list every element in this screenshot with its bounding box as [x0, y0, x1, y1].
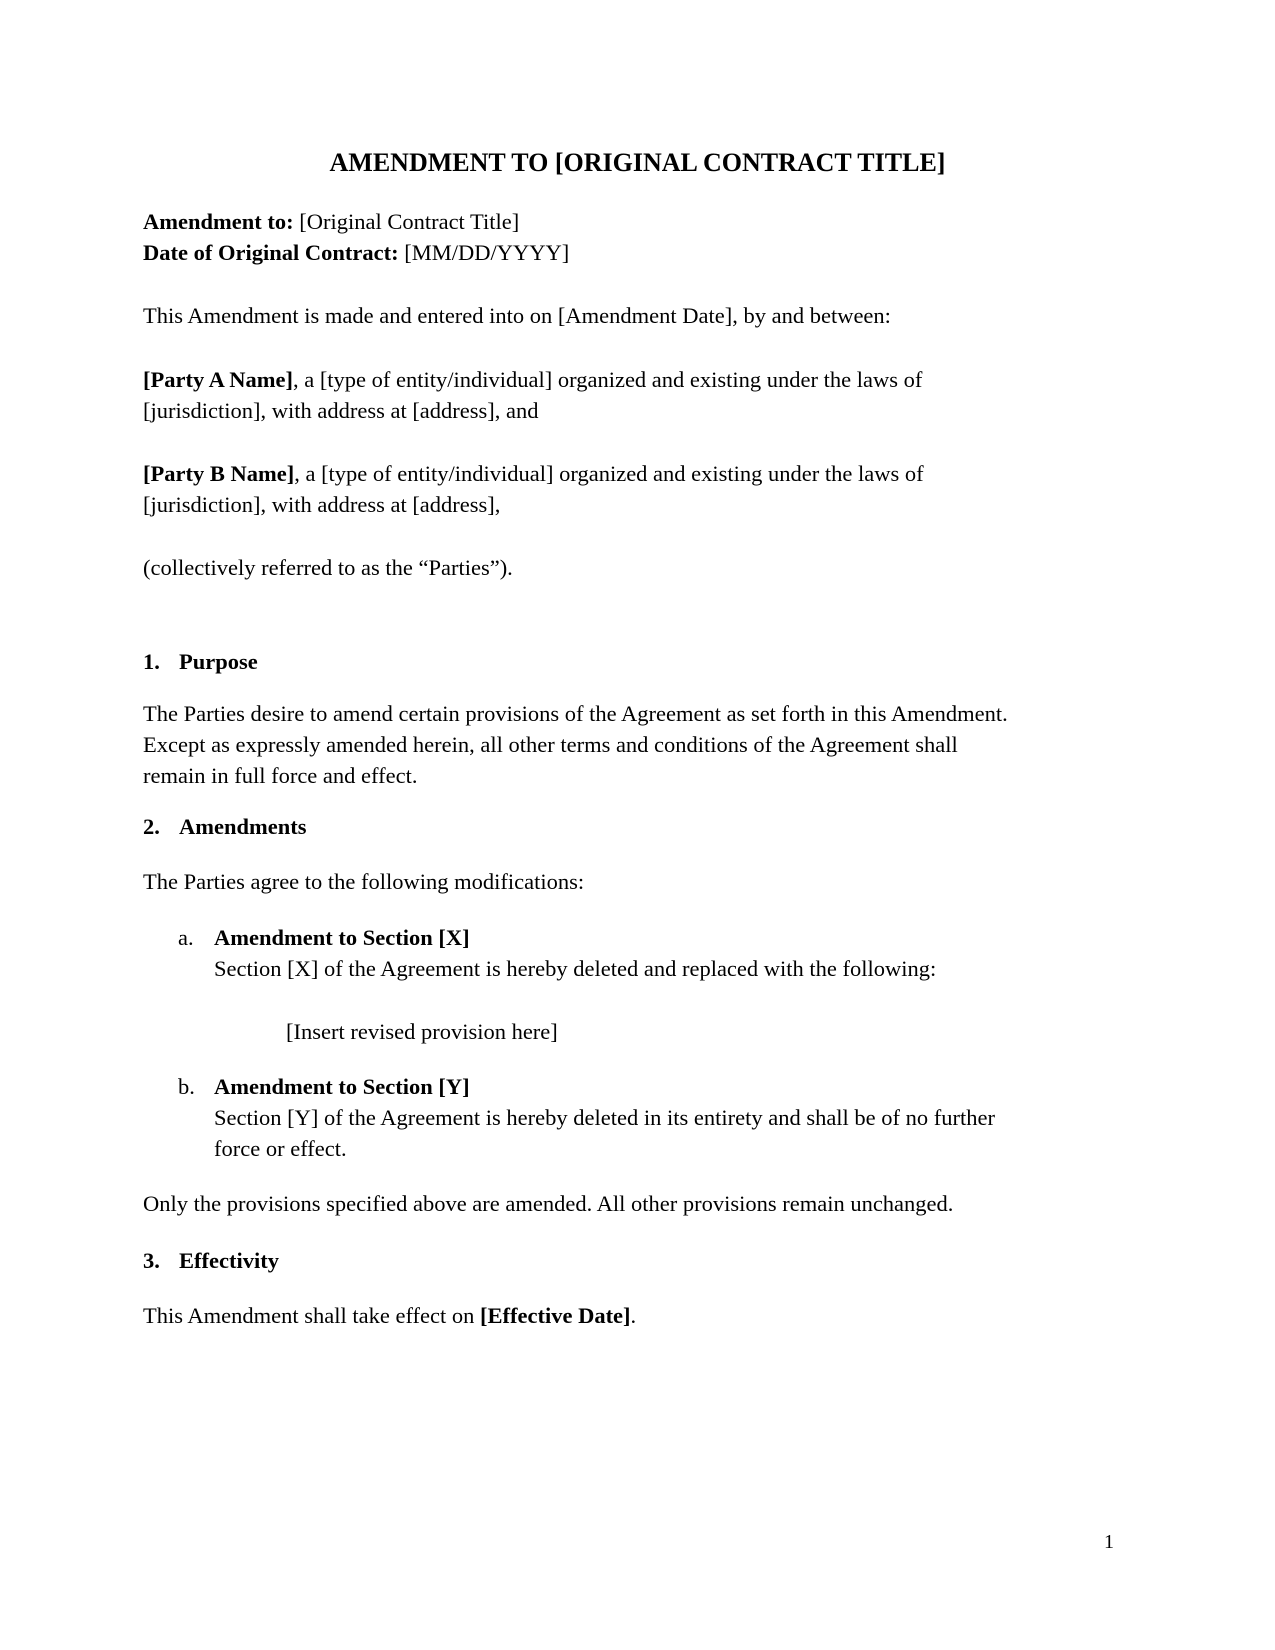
- page-number: 1: [1104, 1531, 1114, 1553]
- effective-text-before: This Amendment shall take effect on: [143, 1303, 480, 1328]
- section-2-number: 2.: [143, 814, 160, 839]
- original-contract-date-value: [MM/DD/YYYY]: [398, 240, 570, 265]
- original-contract-date-field: [143, 237, 569, 269]
- section-1-line-1: The Parties desire to amend certain provisions of the Agreement as set forth in this Amendment.: [143, 701, 1008, 726]
- section-2-closing: Only the provisions specified above are amended. All other provisions remain unchanged.: [143, 1191, 954, 1216]
- section-3-number: 3.: [143, 1248, 160, 1273]
- section-1-line-3: remain in full force and effect.: [143, 763, 418, 788]
- party-b-line-1: [143, 458, 924, 490]
- amendment-to-field: [143, 206, 519, 238]
- item-a-heading: Amendment to Section [X]: [214, 925, 470, 950]
- party-b-description: , a [type of entity/individual] organized and existing under the laws of: [294, 461, 924, 486]
- section-1-number: 1.: [143, 649, 160, 674]
- party-a-name: [Party A Name]: [143, 367, 293, 392]
- amendment-to-value: [Original Contract Title]: [293, 209, 520, 234]
- section-3-text: [143, 1300, 636, 1332]
- intro-paragraph: This Amendment is made and entered into on [Amendment Date], by and between:: [143, 303, 891, 328]
- party-a-line-2: [jurisdiction], with address at [address], and: [143, 398, 539, 423]
- item-b-line-1: Section [Y] of the Agreement is hereby deleted in its entirety and shall be of no further: [214, 1105, 996, 1130]
- party-a-line-1: [143, 364, 922, 396]
- section-1-heading: Purpose: [179, 649, 258, 674]
- collective-reference: (collectively referred to as the “Parties”).: [143, 555, 513, 580]
- item-a-line-1: Section [X] of the Agreement is hereby deleted and replaced with the following:: [214, 956, 937, 981]
- party-a-description: , a [type of entity/individual] organized and existing under the laws of: [292, 367, 923, 392]
- effective-date: [Effective Date]: [480, 1303, 631, 1328]
- amendment-to-label: Amendment to:: [143, 209, 294, 234]
- item-b-line-2: force or effect.: [214, 1136, 347, 1161]
- item-a-marker: a.: [178, 925, 194, 950]
- party-b-name: [Party B Name]: [143, 461, 295, 486]
- item-a-insert-placeholder: [Insert revised provision here]: [286, 1019, 558, 1044]
- section-3-heading: Effectivity: [179, 1248, 279, 1273]
- party-b-line-2: [jurisdiction], with address at [address],: [143, 492, 501, 517]
- section-2-heading: Amendments: [179, 814, 307, 839]
- original-contract-date-label: Date of Original Contract:: [143, 240, 399, 265]
- section-1-line-2: Except as expressly amended herein, all other terms and conditions of the Agreement shall: [143, 732, 958, 757]
- effective-text-after: .: [630, 1303, 637, 1328]
- item-b-heading: Amendment to Section [Y]: [214, 1074, 470, 1099]
- item-b-marker: b.: [178, 1074, 195, 1099]
- section-2-intro: The Parties agree to the following modifications:: [143, 869, 585, 894]
- document-title: AMENDMENT TO [ORIGINAL CONTRACT TITLE]: [329, 148, 946, 177]
